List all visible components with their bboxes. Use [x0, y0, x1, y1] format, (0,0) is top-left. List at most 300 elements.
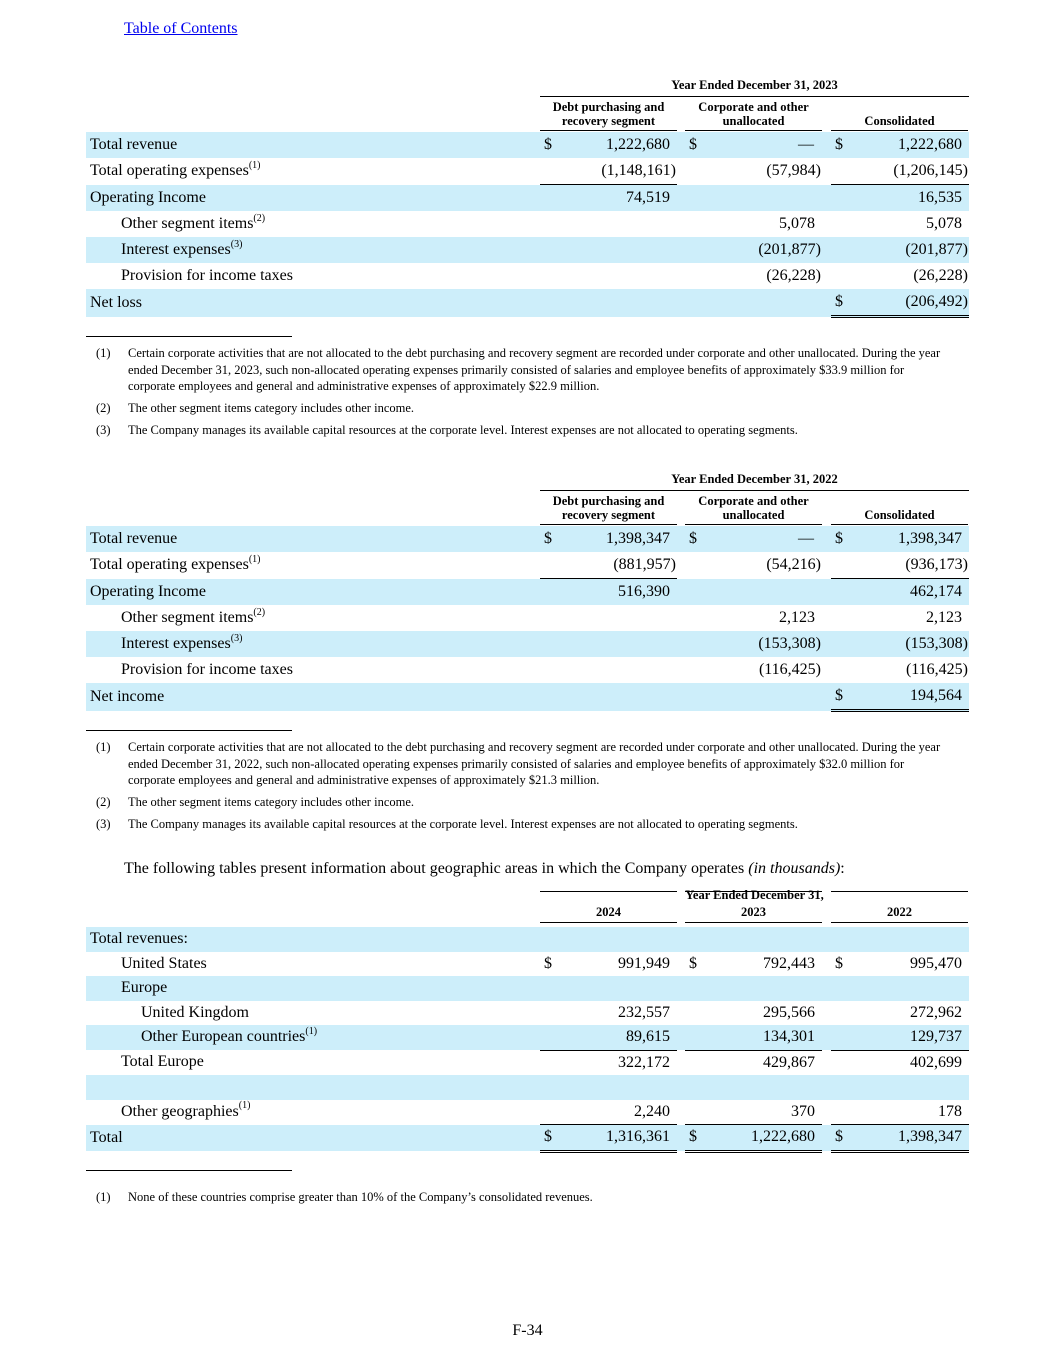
column-gap	[822, 237, 831, 263]
column-gap	[822, 263, 831, 289]
segment-table-2023	[86, 78, 969, 318]
geographic-table	[86, 888, 969, 1158]
cell-value	[562, 289, 677, 317]
cell-value	[562, 657, 677, 683]
cell-value-text: 232,557	[618, 1003, 670, 1021]
footnote-ref: (1)	[248, 159, 261, 171]
currency-symbol	[831, 579, 853, 606]
row-label-text: Interest expenses	[121, 241, 231, 258]
col-header-corporate: Corporate and other unallocated	[685, 101, 822, 131]
currency-symbol	[685, 211, 707, 237]
cell-value	[707, 579, 822, 606]
footnote-ref: (1)	[305, 1025, 318, 1037]
col-header-2023: 2023	[685, 891, 822, 923]
column-gap	[822, 952, 831, 977]
currency-symbol	[831, 158, 853, 185]
cell-value	[707, 526, 822, 552]
footnote-number: (2)	[96, 795, 111, 809]
cell-value	[707, 132, 822, 158]
cell-value	[853, 657, 969, 683]
column-gap	[677, 185, 685, 212]
cell-value-text: (936,173)	[905, 556, 968, 573]
footnote-number: (1)	[96, 1190, 111, 1204]
row-label-text: Provision for income taxes	[121, 267, 293, 284]
cell-value-text: 1,398,347	[606, 530, 670, 547]
footnote-number: (1)	[96, 346, 111, 360]
cell-value	[853, 631, 969, 657]
currency-symbol	[685, 185, 707, 212]
currency-symbol	[685, 927, 707, 952]
row-label	[86, 1075, 540, 1100]
cell-value	[707, 1075, 822, 1100]
row-label-text: Provision for income taxes	[121, 661, 293, 678]
row-label	[86, 952, 540, 977]
row-label	[86, 657, 540, 683]
table-row	[86, 211, 969, 237]
cell-value-text: (1,148,161)	[601, 162, 676, 179]
row-label	[86, 211, 540, 237]
currency-symbol	[831, 1001, 853, 1026]
column-gap	[677, 263, 685, 289]
currency-symbol	[685, 1001, 707, 1026]
cell-value-text: (881,957)	[613, 556, 676, 573]
currency-symbol	[540, 211, 562, 237]
column-gap	[822, 605, 831, 631]
cell-value	[853, 1050, 969, 1075]
row-label	[86, 1100, 540, 1125]
column-gap	[822, 1125, 831, 1152]
row-label	[86, 552, 540, 579]
row-label	[86, 1025, 540, 1050]
currency-symbol	[685, 289, 707, 317]
intro-text: The following tables present information about geographic areas in which the Company operates	[124, 860, 745, 877]
row-label-text: Operating Income	[90, 582, 206, 600]
cell-value	[707, 289, 822, 317]
cell-value	[707, 976, 822, 1001]
row-label	[86, 526, 540, 552]
cell-value-text: 462,174	[910, 583, 962, 600]
column-gap	[677, 683, 685, 711]
currency-symbol	[685, 263, 707, 289]
col-header-debt: Debt purchasing and recovery segment	[540, 495, 677, 525]
cell-value	[562, 1125, 677, 1152]
footnote-divider	[86, 336, 292, 337]
currency-symbol	[831, 631, 853, 657]
cell-value-text: (153,308)	[905, 635, 968, 652]
footnote-text: Certain corporate activities that are not allocated to the debt purchasing and recovery segment are recorded under corporate and other unallocated. During the year ended December 31, 2022, such non-allocated operating expenses primarily consisted of salaries and employee benefits of approximately $32.0 million for corporate employees and general and administrative expenses of approximately $21.3 million.	[128, 740, 941, 787]
cell-value	[707, 1001, 822, 1026]
cell-value-text: 429,867	[763, 1053, 815, 1071]
row-label	[86, 579, 540, 606]
row-label	[86, 263, 540, 289]
cell-value	[853, 1075, 969, 1100]
cell-value	[562, 605, 677, 631]
cell-value-text: (116,425)	[758, 661, 821, 678]
cell-value	[853, 237, 969, 263]
column-gap	[822, 976, 831, 1001]
currency-symbol	[540, 1025, 562, 1050]
table-row	[86, 605, 969, 631]
cell-value	[562, 579, 677, 606]
intro-units: (in thousands)	[748, 860, 841, 877]
footnote-text: The Company manages its available capital resources at the corporate level. Interest expenses are not allocated to operating segments.	[128, 817, 798, 831]
cell-value	[562, 1025, 677, 1050]
currency-symbol	[831, 657, 853, 683]
row-label	[86, 185, 540, 212]
currency-symbol	[540, 1075, 562, 1100]
currency-symbol	[685, 158, 707, 185]
cell-value-text: (26,228)	[766, 267, 821, 284]
row-label-text: Other segment items	[121, 215, 254, 232]
table-row	[86, 1075, 969, 1100]
table-row	[86, 683, 969, 711]
column-gap	[822, 657, 831, 683]
cell-value	[562, 132, 677, 158]
cell-value	[853, 526, 969, 552]
cell-value	[707, 631, 822, 657]
table-row	[86, 552, 969, 579]
column-gap	[822, 211, 831, 237]
row-label	[86, 132, 540, 158]
column-gap	[822, 579, 831, 606]
cell-value-text: 1,316,361	[606, 1128, 670, 1145]
currency-symbol	[831, 211, 853, 237]
cell-value	[562, 158, 677, 185]
currency-symbol	[685, 657, 707, 683]
table-row	[86, 1025, 969, 1050]
cell-value-text: 89,615	[626, 1028, 670, 1045]
column-gap	[677, 526, 685, 552]
currency-symbol	[540, 158, 562, 185]
row-label-text: Interest expenses	[121, 635, 231, 652]
row-label	[86, 605, 540, 631]
currency-symbol	[540, 927, 562, 952]
row-label-text: Total revenue	[90, 136, 178, 153]
cell-value-text: 295,566	[763, 1003, 815, 1021]
cell-value-text: 991,949	[618, 954, 670, 972]
row-label-text: Total operating expenses	[90, 556, 249, 574]
currency-symbol	[831, 185, 853, 212]
table-row	[86, 657, 969, 683]
cell-value-text: (1,206,145)	[893, 162, 968, 179]
currency-symbol	[540, 976, 562, 1001]
cell-value-text: (201,877)	[905, 241, 968, 258]
segment-data-table	[86, 132, 969, 318]
row-label	[86, 1125, 540, 1152]
cell-value	[707, 605, 822, 631]
table-row	[86, 1100, 969, 1125]
segment-data-table	[86, 526, 969, 712]
table-row	[86, 927, 969, 952]
geographic-data-table	[86, 927, 969, 1153]
row-label-text: Total Europe	[121, 1053, 204, 1071]
row-label	[86, 158, 540, 185]
currency-symbol	[831, 1100, 853, 1125]
column-gap	[677, 552, 685, 579]
cell-value	[562, 185, 677, 212]
currency-symbol	[685, 631, 707, 657]
currency-symbol	[831, 552, 853, 579]
cell-value	[707, 952, 822, 977]
cell-value-text: (116,425)	[905, 661, 968, 678]
cell-value-text: 995,470	[910, 954, 962, 972]
row-label	[86, 927, 540, 952]
currency-symbol	[540, 657, 562, 683]
cell-value	[707, 1100, 822, 1125]
column-gap	[822, 185, 831, 212]
cell-value	[707, 657, 822, 683]
cell-value-text: 74,519	[626, 189, 670, 206]
currency-symbol: $	[540, 526, 562, 552]
column-gap	[822, 683, 831, 711]
cell-value-text: 2,123	[926, 609, 962, 626]
table-row	[86, 1001, 969, 1026]
currency-symbol	[540, 1100, 562, 1125]
cell-value	[562, 952, 677, 977]
row-label-text: Other European countries	[141, 1028, 306, 1046]
cell-value	[562, 1050, 677, 1075]
cell-value-text: 2,240	[634, 1102, 670, 1120]
currency-symbol: $	[540, 132, 562, 158]
cell-value-text: 1,398,347	[898, 1128, 962, 1145]
currency-symbol	[685, 683, 707, 711]
column-gap	[677, 927, 685, 952]
cell-value	[707, 1025, 822, 1050]
cell-value	[562, 1001, 677, 1026]
cell-value	[562, 683, 677, 711]
currency-symbol	[685, 605, 707, 631]
cell-value	[853, 132, 969, 158]
column-gap	[677, 579, 685, 606]
col-header-consolidated: Consolidated	[831, 101, 968, 131]
cell-value-text: 178	[938, 1102, 962, 1120]
cell-value-text: 792,443	[763, 954, 815, 972]
cell-value	[707, 683, 822, 711]
column-gap	[677, 1025, 685, 1050]
currency-symbol	[540, 552, 562, 579]
currency-symbol	[540, 631, 562, 657]
currency-symbol: $	[540, 1125, 562, 1152]
cell-value	[853, 976, 969, 1001]
column-gap	[677, 1001, 685, 1026]
column-gap	[822, 289, 831, 317]
cell-value-text: 322,172	[618, 1053, 670, 1071]
column-gap	[822, 132, 831, 158]
table-row	[86, 158, 969, 185]
cell-value	[707, 1050, 822, 1075]
currency-symbol: $	[835, 954, 843, 972]
currency-symbol	[831, 1075, 853, 1100]
row-label-text: Total revenue	[90, 530, 178, 547]
cell-value	[707, 552, 822, 579]
cell-value-text: —	[798, 530, 814, 547]
column-gap	[822, 1001, 831, 1026]
column-gap	[822, 158, 831, 185]
column-gap	[677, 631, 685, 657]
currency-symbol	[685, 976, 707, 1001]
cell-value	[853, 927, 969, 952]
table-row	[86, 185, 969, 212]
cell-value	[562, 1075, 677, 1100]
cell-value-text: 272,962	[910, 1003, 962, 1021]
currency-symbol	[540, 683, 562, 711]
currency-symbol	[540, 1050, 562, 1075]
column-gap	[677, 952, 685, 977]
cell-value	[562, 211, 677, 237]
row-label-text: Total operating expenses	[90, 162, 249, 180]
geographic-intro	[124, 860, 845, 878]
column-gap	[677, 237, 685, 263]
table-row	[86, 952, 969, 977]
table-row	[86, 237, 969, 263]
currency-symbol	[831, 976, 853, 1001]
column-gap	[677, 1050, 685, 1075]
currency-symbol: $	[685, 1125, 707, 1152]
cell-value	[707, 237, 822, 263]
currency-symbol: $	[831, 683, 853, 711]
column-gap	[677, 605, 685, 631]
currency-symbol	[540, 289, 562, 317]
year-header: Year Ended December 31, 2023	[540, 78, 969, 97]
cell-value	[853, 1001, 969, 1026]
table-row	[86, 263, 969, 289]
cell-value-text: 5,078	[779, 215, 815, 232]
table-row	[86, 631, 969, 657]
cell-value-text: —	[798, 136, 814, 153]
page-number: F-34	[512, 1322, 543, 1339]
footnote-number: (1)	[96, 740, 111, 754]
cell-value-text: 370	[791, 1102, 815, 1120]
cell-value	[562, 631, 677, 657]
cell-value	[562, 526, 677, 552]
column-gap	[822, 526, 831, 552]
cell-value	[853, 579, 969, 606]
year-header: Year Ended December 31,	[685, 888, 824, 902]
column-gap	[677, 132, 685, 158]
currency-symbol: $	[544, 954, 552, 972]
cell-value	[853, 158, 969, 185]
row-label-text: Net income	[90, 687, 165, 705]
column-gap	[677, 158, 685, 185]
cell-value	[707, 158, 822, 185]
currency-symbol: $	[831, 1125, 853, 1152]
currency-symbol	[831, 927, 853, 952]
cell-value-text: 5,078	[926, 215, 962, 232]
column-gap	[677, 289, 685, 317]
footnote-text: The other segment items category includes other income.	[128, 401, 415, 415]
currency-symbol	[540, 1001, 562, 1026]
row-label-text: Operating Income	[90, 188, 206, 206]
cell-value-text: 16,535	[918, 189, 962, 206]
cell-value	[562, 263, 677, 289]
table-row	[86, 1125, 969, 1152]
cell-value	[707, 185, 822, 212]
row-label	[86, 1050, 540, 1075]
column-gap	[677, 1125, 685, 1152]
column-gap	[822, 927, 831, 952]
row-label	[86, 289, 540, 317]
currency-symbol: $	[831, 289, 853, 317]
cell-value	[707, 1125, 822, 1152]
currency-symbol	[685, 579, 707, 606]
currency-symbol	[685, 1050, 707, 1075]
footnote-ref: (2)	[253, 212, 266, 224]
row-label	[86, 237, 540, 263]
row-label-text: Net loss	[90, 293, 142, 311]
currency-symbol: $	[685, 132, 707, 158]
column-gap	[822, 1025, 831, 1050]
cell-value	[853, 552, 969, 579]
cell-value-text: 402,699	[910, 1053, 962, 1071]
col-header-corporate: Corporate and other unallocated	[685, 495, 822, 525]
currency-symbol	[831, 1050, 853, 1075]
footnote-ref: (2)	[253, 606, 266, 618]
currency-symbol	[831, 263, 853, 289]
column-gap	[677, 657, 685, 683]
cell-value-text: 1,222,680	[751, 1128, 815, 1145]
cell-value	[853, 683, 969, 711]
cell-value	[707, 927, 822, 952]
col-header-2022: 2022	[831, 891, 968, 923]
currency-symbol	[540, 263, 562, 289]
cell-value	[707, 211, 822, 237]
cell-value-text: 1,222,680	[898, 136, 962, 153]
footnote-divider	[86, 1170, 292, 1171]
footnote-ref: (3)	[230, 632, 243, 644]
table-of-contents-link[interactable]: Table of Contents	[124, 20, 238, 37]
table-row	[86, 289, 969, 317]
cell-value-text: 194,564	[910, 687, 962, 704]
cell-value	[562, 1100, 677, 1125]
currency-symbol	[540, 605, 562, 631]
col-header-debt: Debt purchasing and recovery segment	[540, 101, 677, 131]
cell-value	[853, 211, 969, 237]
currency-symbol: $	[831, 526, 853, 552]
cell-value	[853, 289, 969, 317]
cell-value-text: 1,222,680	[606, 136, 670, 153]
currency-symbol	[540, 185, 562, 212]
table-row	[86, 1050, 969, 1075]
currency-symbol	[831, 237, 853, 263]
cell-value-text: 134,301	[763, 1028, 815, 1045]
currency-symbol	[831, 1025, 853, 1050]
cell-value	[853, 263, 969, 289]
column-gap	[822, 1050, 831, 1075]
row-label-text: United Kingdom	[141, 1003, 249, 1021]
row-label-text: Total	[90, 1128, 123, 1146]
currency-symbol: $	[831, 132, 853, 158]
table-row	[86, 132, 969, 158]
currency-symbol: $	[685, 526, 707, 552]
currency-symbol	[685, 1025, 707, 1050]
cell-value-text: (26,228)	[913, 267, 968, 284]
cell-value-text: 129,737	[910, 1028, 962, 1045]
table-row	[86, 526, 969, 552]
cell-value-text: (57,984)	[766, 162, 821, 180]
year-header: Year Ended December 31, 2022	[540, 472, 969, 491]
column-gap	[677, 1075, 685, 1100]
footnote-text: Certain corporate activities that are not allocated to the debt purchasing and recovery segment are recorded under corporate and other unallocated. During the year ended December 31, 2023, such non-allocated operating expenses primarily consisted of salaries and employee benefits of approximately $33.9 million for corporate employees and general and administrative expenses of approximately $22.9 million.	[128, 346, 941, 393]
row-label-text: Other segment items	[121, 609, 254, 626]
cell-value	[562, 237, 677, 263]
cell-value	[853, 185, 969, 212]
cell-value	[853, 1025, 969, 1050]
currency-symbol	[685, 237, 707, 263]
table-row	[86, 579, 969, 606]
column-gap	[822, 631, 831, 657]
column-gap	[822, 552, 831, 579]
cell-value-text: 516,390	[618, 583, 670, 600]
